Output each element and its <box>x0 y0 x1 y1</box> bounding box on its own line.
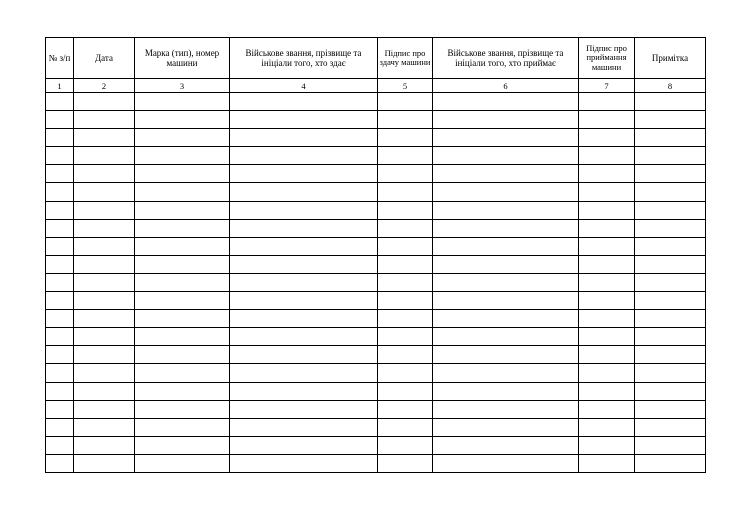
table-row <box>46 165 706 183</box>
header-cell-date: Дата <box>74 38 135 79</box>
table-cell <box>579 364 635 382</box>
table-cell <box>46 400 74 418</box>
table-cell <box>74 111 135 129</box>
table-row <box>46 111 706 129</box>
table-cell <box>579 454 635 472</box>
table-cell <box>74 129 135 147</box>
table-cell <box>433 292 579 310</box>
table-cell <box>46 364 74 382</box>
table-cell <box>378 237 433 255</box>
table-cell <box>230 219 378 237</box>
column-number-cell: 1 <box>46 79 74 93</box>
table-cell <box>46 273 74 291</box>
table-cell <box>635 382 706 400</box>
table-cell <box>230 147 378 165</box>
table-cell <box>135 201 230 219</box>
table-cell <box>46 454 74 472</box>
table-cell <box>635 310 706 328</box>
table-cell <box>46 201 74 219</box>
table-row <box>46 219 706 237</box>
table-row <box>46 255 706 273</box>
table-cell <box>433 201 579 219</box>
table-cell <box>433 255 579 273</box>
table-cell <box>74 364 135 382</box>
table-cell <box>378 328 433 346</box>
table-cell <box>579 201 635 219</box>
table-row <box>46 292 706 310</box>
table-cell <box>230 111 378 129</box>
table-cell <box>579 382 635 400</box>
table-cell <box>135 237 230 255</box>
table-cell <box>46 310 74 328</box>
table-cell <box>230 346 378 364</box>
table-cell <box>46 436 74 454</box>
table-row <box>46 237 706 255</box>
table-cell <box>74 219 135 237</box>
table-cell <box>230 129 378 147</box>
table-cell <box>635 183 706 201</box>
table-cell <box>74 328 135 346</box>
header-cell-handover-signature: Підпис про здачу машини <box>378 38 433 79</box>
table-cell <box>378 111 433 129</box>
table-cell <box>74 292 135 310</box>
column-number-row <box>46 79 706 93</box>
table-cell <box>378 364 433 382</box>
table-cell <box>433 273 579 291</box>
table-cell <box>579 93 635 111</box>
table-cell <box>579 418 635 436</box>
table-cell <box>135 183 230 201</box>
table-cell <box>135 436 230 454</box>
table-cell <box>135 292 230 310</box>
table-row <box>46 454 706 472</box>
table-cell <box>74 273 135 291</box>
table-cell <box>378 219 433 237</box>
column-number-cell: 2 <box>74 79 135 93</box>
table-cell <box>230 418 378 436</box>
table-row <box>46 382 706 400</box>
table-cell <box>46 328 74 346</box>
table-cell <box>135 346 230 364</box>
table-cell <box>74 418 135 436</box>
table-cell <box>635 219 706 237</box>
table-row <box>46 346 706 364</box>
table-cell <box>230 454 378 472</box>
table-cell <box>433 328 579 346</box>
table-cell <box>635 292 706 310</box>
table-cell <box>635 328 706 346</box>
table-row <box>46 147 706 165</box>
table-cell <box>230 292 378 310</box>
table-cell <box>74 147 135 165</box>
table-cell <box>230 237 378 255</box>
table-cell <box>635 364 706 382</box>
table-cell <box>230 165 378 183</box>
header-cell-note: Примітка <box>635 38 706 79</box>
table-cell <box>378 346 433 364</box>
table-cell <box>433 147 579 165</box>
table-cell <box>74 346 135 364</box>
table-row <box>46 310 706 328</box>
table-cell <box>433 364 579 382</box>
table-cell <box>433 237 579 255</box>
table-cell <box>378 147 433 165</box>
table-cell <box>433 346 579 364</box>
table-cell <box>378 183 433 201</box>
table-cell <box>433 310 579 328</box>
table-cell <box>46 255 74 273</box>
table-cell <box>579 346 635 364</box>
table-cell <box>135 418 230 436</box>
table-cell <box>378 93 433 111</box>
table-cell <box>46 237 74 255</box>
table-cell <box>579 255 635 273</box>
table-cell <box>135 219 230 237</box>
table-cell <box>378 436 433 454</box>
table-cell <box>135 364 230 382</box>
table-cell <box>46 111 74 129</box>
column-number-cell: 7 <box>579 79 635 93</box>
table-cell <box>433 400 579 418</box>
header-cell-handing-over-person: Військове звання, прізвище та ініціали того, хто здає <box>230 38 378 79</box>
table-cell <box>635 129 706 147</box>
table-cell <box>135 382 230 400</box>
table-cell <box>230 93 378 111</box>
table-row <box>46 273 706 291</box>
table-cell <box>433 165 579 183</box>
table-cell <box>74 183 135 201</box>
table-cell <box>230 382 378 400</box>
header-cell-vehicle: Марка (тип), номер машини <box>135 38 230 79</box>
table-cell <box>135 93 230 111</box>
table-cell <box>378 255 433 273</box>
table-cell <box>46 292 74 310</box>
table-cell <box>635 147 706 165</box>
table-cell <box>46 147 74 165</box>
table-cell <box>135 129 230 147</box>
table-cell <box>378 400 433 418</box>
table-cell <box>579 165 635 183</box>
table-row <box>46 328 706 346</box>
table-cell <box>230 255 378 273</box>
table-cell <box>635 273 706 291</box>
table-cell <box>579 237 635 255</box>
table-cell <box>46 382 74 400</box>
table-cell <box>579 273 635 291</box>
table-cell <box>433 418 579 436</box>
table-cell <box>46 93 74 111</box>
table-cell <box>635 201 706 219</box>
table-cell <box>433 436 579 454</box>
table-row <box>46 201 706 219</box>
table-cell <box>433 382 579 400</box>
table-cell <box>378 454 433 472</box>
table-cell <box>579 219 635 237</box>
table-cell <box>230 310 378 328</box>
table-cell <box>635 418 706 436</box>
table-cell <box>579 292 635 310</box>
column-number-cell: 8 <box>635 79 706 93</box>
table-cell <box>635 237 706 255</box>
table-cell <box>579 183 635 201</box>
table-cell <box>378 418 433 436</box>
table-cell <box>74 165 135 183</box>
table-cell <box>579 129 635 147</box>
table-cell <box>230 328 378 346</box>
table-cell <box>46 183 74 201</box>
table-cell <box>135 454 230 472</box>
table-cell <box>230 436 378 454</box>
table-cell <box>135 400 230 418</box>
table-cell <box>378 129 433 147</box>
column-number-cell: 5 <box>378 79 433 93</box>
table-cell <box>135 310 230 328</box>
column-number-cell: 6 <box>433 79 579 93</box>
table-cell <box>74 400 135 418</box>
table-cell <box>579 111 635 129</box>
table-cell <box>579 147 635 165</box>
table-cell <box>135 328 230 346</box>
table-cell <box>74 255 135 273</box>
table-cell <box>46 418 74 436</box>
table-cell <box>135 273 230 291</box>
column-number-cell: 4 <box>230 79 378 93</box>
table-row <box>46 364 706 382</box>
table-cell <box>579 436 635 454</box>
column-number-cell: 3 <box>135 79 230 93</box>
table-row <box>46 400 706 418</box>
table-cell <box>635 255 706 273</box>
header-cell-number: № з/п <box>46 38 74 79</box>
header-cell-receipt-signature: Підпис про приймання машини <box>579 38 635 79</box>
table-row <box>46 418 706 436</box>
table-cell <box>135 165 230 183</box>
table-cell <box>433 111 579 129</box>
header-cell-receiving-person: Військове звання, прізвище та ініціали того, хто приймає <box>433 38 579 79</box>
table-cell <box>433 183 579 201</box>
table-cell <box>74 436 135 454</box>
table-cell <box>135 111 230 129</box>
table-cell <box>74 454 135 472</box>
table-cell <box>230 201 378 219</box>
table-cell <box>635 454 706 472</box>
table-row <box>46 129 706 147</box>
table-cell <box>74 237 135 255</box>
table-cell <box>635 436 706 454</box>
table-cell <box>135 255 230 273</box>
table-cell <box>635 111 706 129</box>
table-cell <box>74 382 135 400</box>
table-cell <box>230 273 378 291</box>
table-cell <box>635 346 706 364</box>
table-cell <box>579 400 635 418</box>
table-cell <box>74 201 135 219</box>
table-cell <box>46 346 74 364</box>
table-cell <box>74 310 135 328</box>
table-row <box>46 436 706 454</box>
table-cell <box>46 165 74 183</box>
table-cell <box>230 183 378 201</box>
table-cell <box>135 147 230 165</box>
table-cell <box>433 219 579 237</box>
table-cell <box>635 93 706 111</box>
table-cell <box>378 273 433 291</box>
table-cell <box>378 382 433 400</box>
table-row <box>46 93 706 111</box>
table-cell <box>378 310 433 328</box>
table-cell <box>74 93 135 111</box>
table-cell <box>433 129 579 147</box>
table-cell <box>378 292 433 310</box>
table-cell <box>46 129 74 147</box>
table-cell <box>230 400 378 418</box>
table-cell <box>46 219 74 237</box>
table-cell <box>635 400 706 418</box>
table-cell <box>433 93 579 111</box>
table-row <box>46 183 706 201</box>
header-row <box>46 38 706 79</box>
table-cell <box>378 165 433 183</box>
table-cell <box>230 364 378 382</box>
table-cell <box>433 454 579 472</box>
vehicle-handover-table <box>45 37 706 473</box>
table-cell <box>378 201 433 219</box>
table-cell <box>579 310 635 328</box>
table-cell <box>635 165 706 183</box>
table-cell <box>579 328 635 346</box>
